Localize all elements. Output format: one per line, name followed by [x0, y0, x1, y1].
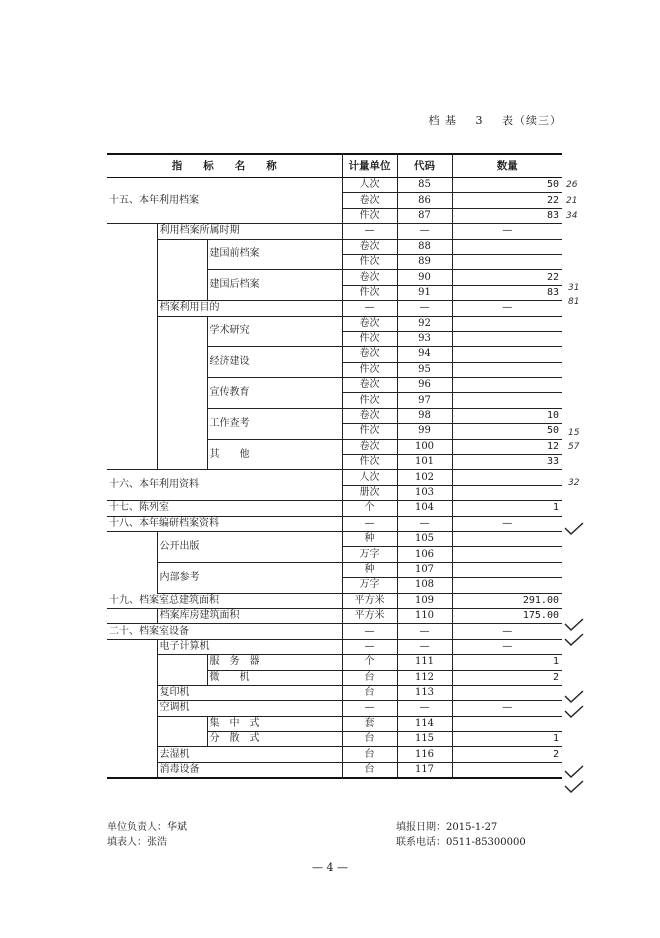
col-indicator: 指 标 名 称	[107, 154, 342, 178]
table-row: 二十、档案室设备 — — —	[107, 624, 562, 639]
table-row: 经济建设 卷次 94	[107, 347, 562, 362]
checkmark-icon	[563, 617, 603, 631]
table-row: 集 中 式 套 114	[107, 716, 562, 731]
table-row: 卷次 86 22	[107, 193, 562, 208]
form-code: 档 基	[428, 114, 457, 127]
table-row: 件次 101 33	[107, 455, 562, 470]
row-label-ac: 空调机	[157, 701, 342, 716]
table-row: 微 机 台 112 2	[107, 670, 562, 685]
table-row: 万字 108	[107, 578, 562, 593]
handwritten-note: 31	[568, 283, 580, 293]
table-row: 分 散 式 台 115 1	[107, 732, 562, 747]
handwritten-note: 57	[568, 442, 580, 452]
table-row: 档案利用目的 — — —	[107, 301, 562, 316]
col-code: 代码	[397, 154, 452, 178]
row-label-disinfect: 消毒设备	[157, 762, 342, 778]
row-label-s15: 十五、本年利用档案	[107, 178, 342, 224]
row-label-dehum: 去湿机	[157, 747, 342, 762]
table-row: 册次 103	[107, 485, 562, 500]
table-row: 十六、本年利用资料 人次 102	[107, 470, 562, 485]
row-label-micro: 微 机	[207, 670, 342, 685]
row-label-period: 利用档案所属时期	[157, 224, 342, 239]
row-label-server: 服 务 器	[207, 655, 342, 670]
page-number: — 4 —	[312, 861, 348, 874]
form-number: 3	[475, 114, 484, 127]
checkmark-icon	[563, 704, 603, 718]
row-label-central: 集 中 式	[207, 716, 342, 731]
row-label-post: 建国后档案	[207, 270, 342, 301]
handwritten-note: 81	[568, 297, 580, 307]
row-label-publicity: 宣传教育	[207, 378, 342, 409]
table-row: 十七、陈列室 个 104 1	[107, 501, 562, 516]
row-label-computer: 电子计算机	[157, 639, 342, 654]
handwritten-note: 21	[566, 196, 578, 206]
row-label-public: 公开出版	[157, 531, 342, 562]
row-label-pre: 建国前档案	[207, 239, 342, 270]
checkmark-icon	[563, 764, 603, 778]
table-row: 万字 106	[107, 547, 562, 562]
table-row: 服 务 器 个 111 1	[107, 655, 562, 670]
row-label-s17: 十七、陈列室	[107, 501, 342, 516]
checkmark-icon	[563, 689, 603, 703]
table-row: 其 他 卷次 100 12	[107, 439, 562, 454]
table-row: 档案库房建筑面积 平方米 110 175.00	[107, 608, 562, 623]
table-row: 电子计算机 — — —	[107, 639, 562, 654]
handwritten-note: 34	[566, 211, 578, 221]
table-row: 工作查考 卷次 98 10	[107, 408, 562, 423]
table-row: 消毒设备 台 117	[107, 762, 562, 778]
table-row: 内部参考 种 107	[107, 562, 562, 577]
table-row: 件次 91 83	[107, 285, 562, 300]
table-header-row	[107, 154, 562, 178]
table-row: 建国前档案 卷次 88	[107, 239, 562, 254]
table-row: 宣传教育 卷次 96	[107, 378, 562, 393]
table-row: 件次 99 50	[107, 424, 562, 439]
responsible-person: 单位负责人：华斌	[107, 822, 187, 833]
row-label-s18: 十八、本年编研档案资料	[107, 516, 342, 531]
table-row: 件次 95	[107, 362, 562, 377]
form-sheet-label: 表（续三）	[502, 114, 562, 127]
row-label-internal: 内部参考	[157, 562, 342, 593]
table-row: 空调机 — — —	[107, 701, 562, 716]
col-quantity: 数量	[452, 154, 562, 178]
row-label-split: 分 散 式	[207, 732, 342, 747]
table-row: 件次 93	[107, 331, 562, 346]
report-date: 填报日期：2015-1-27	[396, 822, 498, 833]
archive-statistics-table	[107, 153, 562, 779]
table-row: 利用档案所属时期 — — —	[107, 224, 562, 239]
checkmark-icon	[563, 632, 603, 646]
table-row: 复印机 台 113	[107, 685, 562, 700]
table-row: 件次 89	[107, 254, 562, 269]
table-row: 去湿机 台 116 2	[107, 747, 562, 762]
table-row: 件次 87 83	[107, 208, 562, 223]
row-label-purpose: 档案利用目的	[157, 301, 342, 316]
row-label-storage: 档案库房建筑面积	[157, 608, 342, 623]
row-label-work: 工作查考	[207, 408, 342, 439]
checkmark-icon	[563, 779, 603, 793]
handwritten-note: 32	[568, 478, 580, 488]
table-row: 件次 97	[107, 393, 562, 408]
table-row: 学术研究 卷次 92	[107, 316, 562, 331]
table-row: 十九、档案室总建筑面积 平方米 109 291.00	[107, 593, 562, 608]
handwritten-note: 26	[566, 180, 578, 190]
row-label-s16: 十六、本年利用资料	[107, 470, 342, 501]
table-row: 公开出版 种 105	[107, 531, 562, 546]
row-label-economic: 经济建设	[207, 347, 342, 378]
row-label-s19: 十九、档案室总建筑面积	[107, 593, 342, 608]
checkmark-icon	[563, 521, 603, 535]
row-label-copier: 复印机	[157, 685, 342, 700]
table-row: 十五、本年利用档案 人次 85 50	[107, 178, 562, 193]
form-filler: 填表人：张浩	[107, 837, 167, 848]
row-label-s20: 二十、档案室设备	[107, 624, 342, 639]
table-row: 建国后档案 卷次 90 22	[107, 270, 562, 285]
table-row: 十八、本年编研档案资料 — — —	[107, 516, 562, 531]
row-label-academic: 学术研究	[207, 316, 342, 347]
contact-phone: 联系电话：0511-85300000	[396, 837, 526, 848]
handwritten-note: 15	[568, 428, 580, 438]
form-header	[415, 112, 563, 128]
row-label-other: 其 他	[207, 439, 342, 470]
col-unit: 计量单位	[342, 154, 397, 178]
